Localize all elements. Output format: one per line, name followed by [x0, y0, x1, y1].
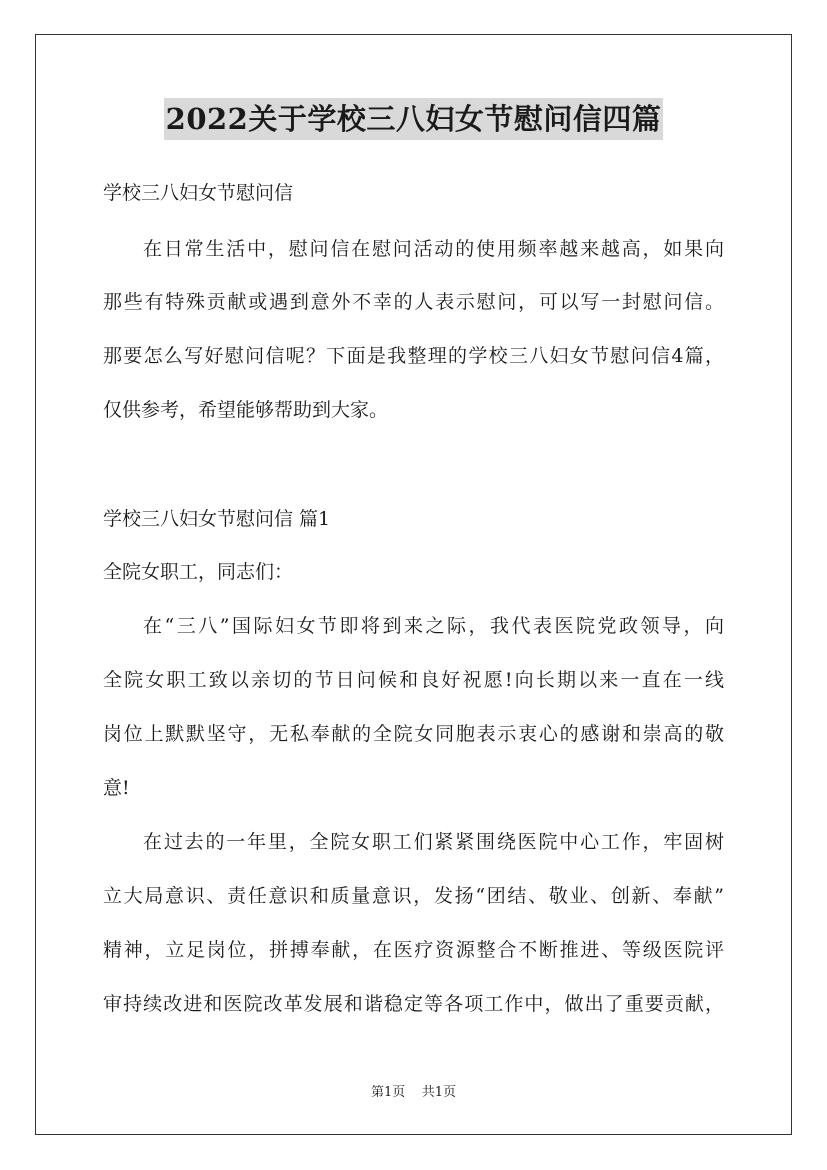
paragraph-line: 在过去的一年里，全院女职工们紧紧围绕医院中心工作，牢固树	[143, 831, 724, 853]
page-number: 第1页	[370, 1085, 406, 1100]
paragraph-line: 那些有特殊贡献或遇到意外不幸的人表示慰问，可以写一封慰问信。	[103, 291, 724, 313]
paragraph-line: 全院女职工致以亲切的节日问候和良好祝愿!向长期以来一直在一线	[103, 669, 724, 691]
paragraph-line: 精神，立足岗位，拼搏奉献，在医疗资源整合不断推进、等级医院评	[103, 939, 724, 961]
paragraph-line: 仅供参考，希望能够帮助到大家。	[103, 399, 389, 421]
section-heading: 学校三八妇女节慰问信 篇1	[103, 508, 331, 530]
salutation: 全院女职工，同志们：	[103, 561, 294, 583]
paragraph-line: 岗位上默默坚守，无私奉献的全院女同胞表示衷心的感谢和崇高的敬	[103, 723, 724, 745]
paragraph-line: 在“三八”国际妇女节即将到来之际，我代表医院党政领导，向	[143, 615, 724, 637]
page-total: 共1页	[421, 1085, 457, 1100]
paragraph-line: 那要怎么写好慰问信呢？下面是我整理的学校三八妇女节慰问信4篇，	[103, 345, 724, 367]
paragraph-line: 在日常生活中，慰问信在慰问活动的使用频率越来越高，如果向	[143, 238, 724, 260]
paragraph-line: 立大局意识、责任意识和质量意识，发扬“团结、敬业、创新、奉献”	[103, 885, 724, 907]
page-footer	[0, 1084, 827, 1102]
paragraph-line: 审持续改进和医院改革发展和谐稳定等各项工作中，做出了重要贡献，	[103, 993, 724, 1015]
title-container	[0, 98, 827, 140]
document-title: 2022关于学校三八妇女节慰问信四篇	[164, 98, 664, 140]
paragraph-line: 意!	[103, 777, 130, 799]
section-heading: 学校三八妇女节慰问信	[103, 182, 294, 204]
